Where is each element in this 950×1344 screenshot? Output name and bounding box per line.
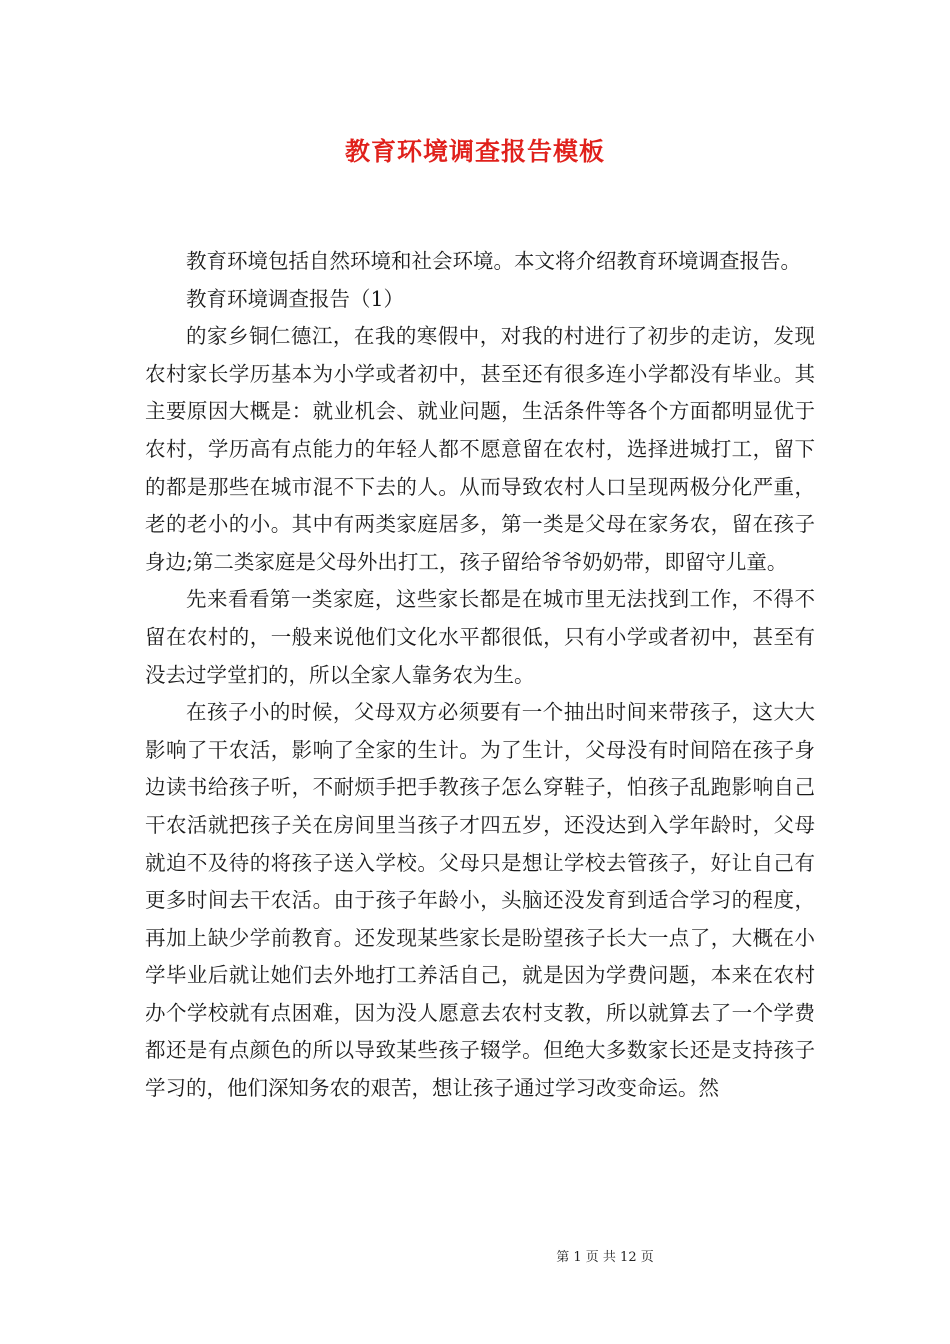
intro-paragraph: 教育环境包括自然环境和社会环境。本文将介绍教育环境调查报告。 <box>186 249 801 273</box>
section-heading: 教育环境调查报告（1） <box>186 286 405 311</box>
page-number: 第 1 页 共 12 页 <box>556 1250 654 1265</box>
body-paragraph: 在孩子小的时候，父母双方必须要有一个抽出时间来带孩子，这大大影响了干农活，影响了全家的生计。为了生计，父母没有时间陪在孩子身边读书给孩子听，不耐烦手把手教孩子怎么穿鞋子，怕孩子乱跑影响自己干农活就把孩子关在房间里当孩子才四五岁，还没达到入学年龄时，父母就迫不及待的将孩子送入学校。父母只是想让学校去管孩子，好让自己有更多时间去干农活。由于孩子年龄小，头脑还没发育到适合学习的程度，再加上缺少学前教育。还发现某些家长是盼望孩子长大一点了，大概在小学毕业后就让她们去外地打工养活自己，就是因为学费问题，本来在农村办个学校就有点困难，因为没人愿意去农村支教，所以就算去了一个学费都还是有点颜色的所以导致某些孩子辍学。但绝大多数家长还是支持孩子学习的，他们深知务农的艰苦，想让孩子通过学习改变命运。然 <box>145 700 815 1101</box>
document-title: 教育环境调查报告模板 <box>344 137 605 166</box>
page-footer <box>0 1246 950 1265</box>
document-body <box>145 243 815 1108</box>
body-paragraph: 先来看看第一类家庭，这些家长都是在城市里无法找到工作，不得不留在农村的，一般来说他们文化水平都很低，只有小学或者初中，甚至有没去过学堂扪的，所以全家人靠务农为生。 <box>145 587 815 687</box>
body-paragraph: 的家乡铜仁德江，在我的寒假中，对我的村进行了初步的走访，发现农村家长学历基本为小学或者初中，甚至还有很多连小学都没有毕业。其主要原因大概是：就业机会、就业问题，生活条件等各个方面都明显优于农村，学历高有点能力的年轻人都不愿意留在农村，选择进城打工，留下的都是那些在城市混不下去的人。从而导致农村人口呈现两极分化严重，老的老小的小。其中有两类家庭居多，第一类是父母在家务农，留在孩子身边;第二类家庭是父母外出打工，孩子留给爷爷奶奶带，即留守儿童。 <box>145 324 815 574</box>
